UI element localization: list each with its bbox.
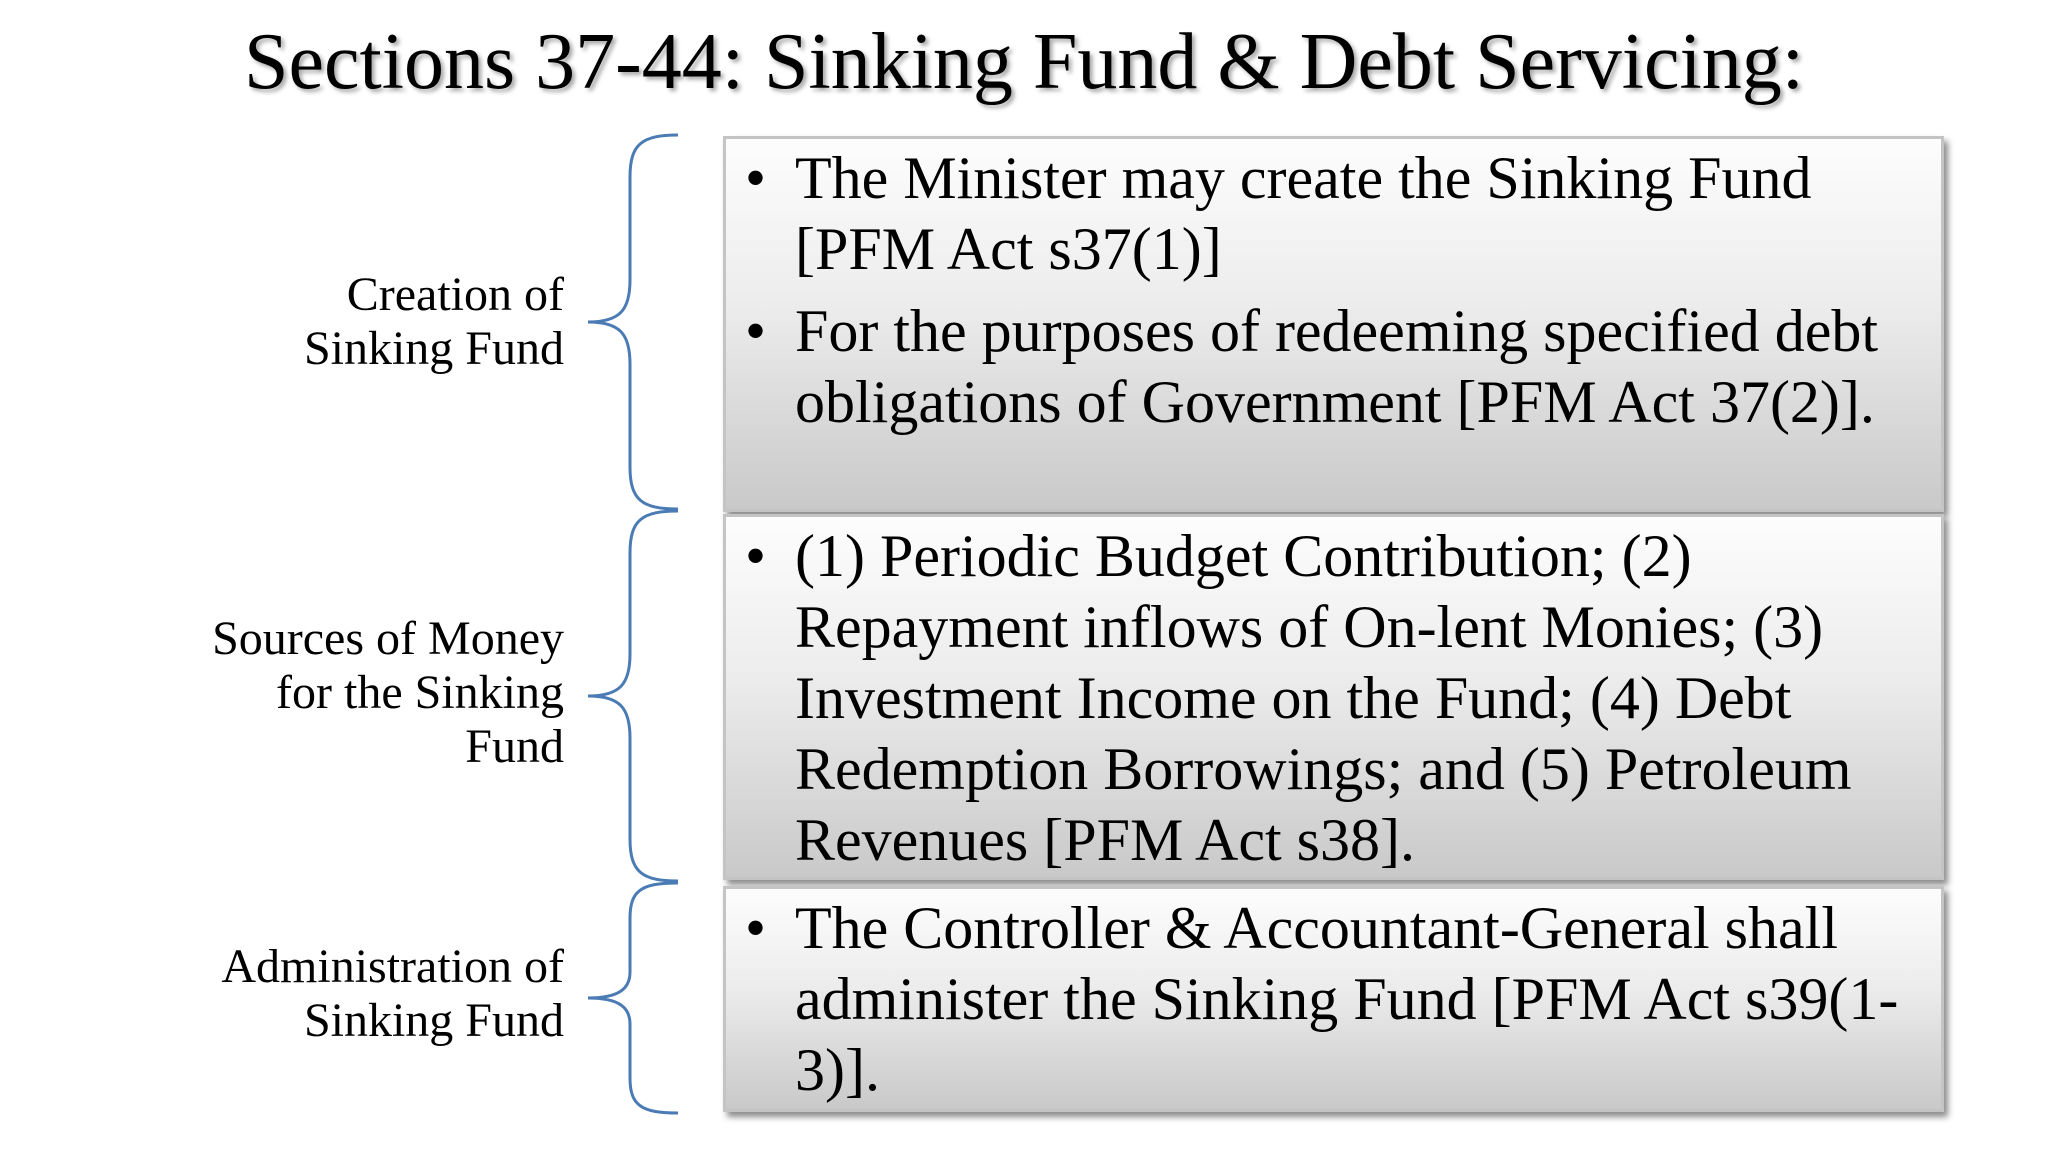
row-label-line: Sinking Fund [303, 994, 564, 1047]
bullet-item [745, 521, 1921, 876]
bullet-item [745, 296, 1921, 438]
row-label-line: for the Sinking [276, 666, 564, 719]
bullet-marker: • [745, 523, 767, 589]
row-label-line: Sinking Fund [303, 322, 564, 375]
curly-brace-icon [584, 132, 680, 512]
content-box-administration [723, 886, 1944, 1112]
bullet-item [745, 893, 1921, 1106]
row-label-creation [144, 268, 564, 376]
bullet-text: (1) Periodic Budget Contribution; (2) Repayment inflows of On-lent Monies; (3) Investment Income on the Fund; (4) Debt Redemption Borrowings; and (5) Petroleum Revenues [PFM Act s38]. [795, 523, 1852, 873]
bullet-text: The Minister may create the Sinking Fund [PFM Act s37(1)] [795, 145, 1812, 282]
row-label-line: Sources of Money [212, 612, 564, 665]
row-label-sources [144, 612, 564, 774]
bullet-item [745, 143, 1921, 285]
bullet-text: The Controller & Accountant-General shall administer the Sinking Fund [PFM Act s39(1-3)]. [795, 895, 1899, 1103]
slide-title: Sections 37-44: Sinking Fund & Debt Servicing: [244, 18, 1804, 106]
content-box-sources [723, 514, 1944, 880]
row-label-line: Administration of [221, 940, 564, 993]
row-label-administration [144, 940, 564, 1048]
content-box-creation [723, 136, 1944, 512]
bullet-marker: • [745, 895, 767, 961]
bullet-marker: • [745, 145, 767, 211]
bullet-text: For the purposes of redeeming specified debt obligations of Government [PFM Act 37(2)]. [795, 298, 1879, 435]
curly-brace-icon [584, 508, 680, 884]
curly-brace-icon [584, 880, 680, 1116]
row-label-line: Fund [465, 720, 564, 773]
bullet-marker: • [745, 298, 767, 364]
row-label-line: Creation of [346, 268, 564, 321]
